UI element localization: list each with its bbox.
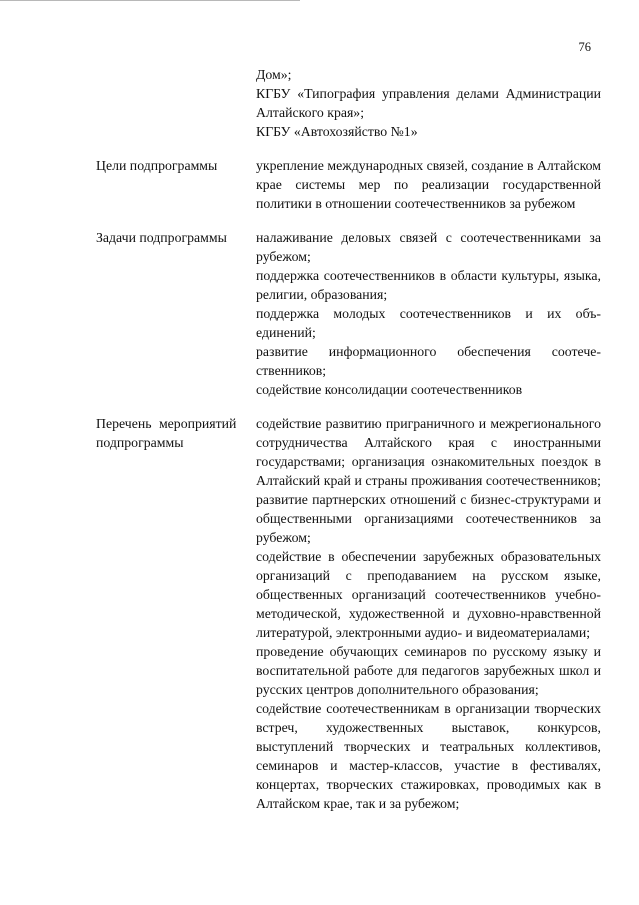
paragraph: КГБУ «Автохозяйство №1»: [256, 124, 418, 139]
row-label: [96, 156, 256, 213]
table-row-tasks: [96, 228, 601, 399]
top-divider: [0, 0, 300, 1]
row-content: [256, 414, 601, 813]
row-label: [96, 228, 256, 399]
row-label: [96, 414, 256, 813]
row-label-text: Задачи подпрограммы: [96, 230, 227, 245]
row-label-text: подпрограммы: [96, 435, 184, 450]
paragraph: укрепление международных связей, создание в Алтайском крае системы мер по реализации государственной политики в отношении соотечественников за рубежом: [256, 158, 601, 211]
paragraph: содействие в обеспечении зарубежных образовательных организаций с преподаванием на русском языке, общественных организаций соотечественников учебно-методической, художественной и духовно-нравственной литературой, электронными аудио- и видеоматериалами;: [256, 549, 601, 640]
table-row-goals: [96, 156, 601, 213]
row-content: [256, 228, 601, 399]
row-label-text: Цели подпрограммы: [96, 158, 218, 173]
paragraph: поддержка молодых соотечественников и их объединений;: [256, 306, 601, 340]
paragraph: КГБУ «Типография управления делами Администрации Алтайского края»;: [256, 86, 601, 120]
subprogram-passport-table: [96, 65, 601, 813]
table-row-executors-continued: [96, 65, 601, 141]
paragraph: поддержка соотечественников в области культуры, языка, религии, образования;: [256, 268, 601, 302]
paragraph: проведение обучающих семинаров по русскому языку и воспитательной работе для педагогов зарубежных школ и русских центров дополнительного образования;: [256, 644, 601, 697]
page-number: 76: [578, 40, 591, 54]
paragraph: Дом»;: [256, 67, 292, 82]
row-label-text: Перечень мероприятий: [96, 416, 237, 431]
row-label: [96, 65, 256, 141]
row-content: [256, 156, 601, 213]
paragraph: развитие информационного обеспечения соотечественников;: [256, 344, 601, 378]
table-row-activities: [96, 414, 601, 813]
paragraph: содействие соотечественникам в организации творческих встреч, художественных выставок, конкурсов, выступлений творческих и театральных коллективов, семинаров и мастер-классов, участие в фестивалях, концертах, творческих стажировках, проводимых как в Алтайском крае, так и за рубежом;: [256, 701, 601, 811]
paragraph: налаживание деловых связей с соотечественниками за рубежом;: [256, 230, 601, 264]
row-content: [256, 65, 601, 141]
paragraph: содействие развитию приграничного и межрегионального сотрудничества Алтайского края с иностранными государствами; организация ознакомительных поездок в Алтайский край и страны проживания соотечественников; развитие партнерских отношений с бизнес-структурами и общественными организациями соотечественников за рубежом;: [256, 416, 601, 545]
paragraph: содействие консолидации соотечественников: [256, 382, 523, 397]
